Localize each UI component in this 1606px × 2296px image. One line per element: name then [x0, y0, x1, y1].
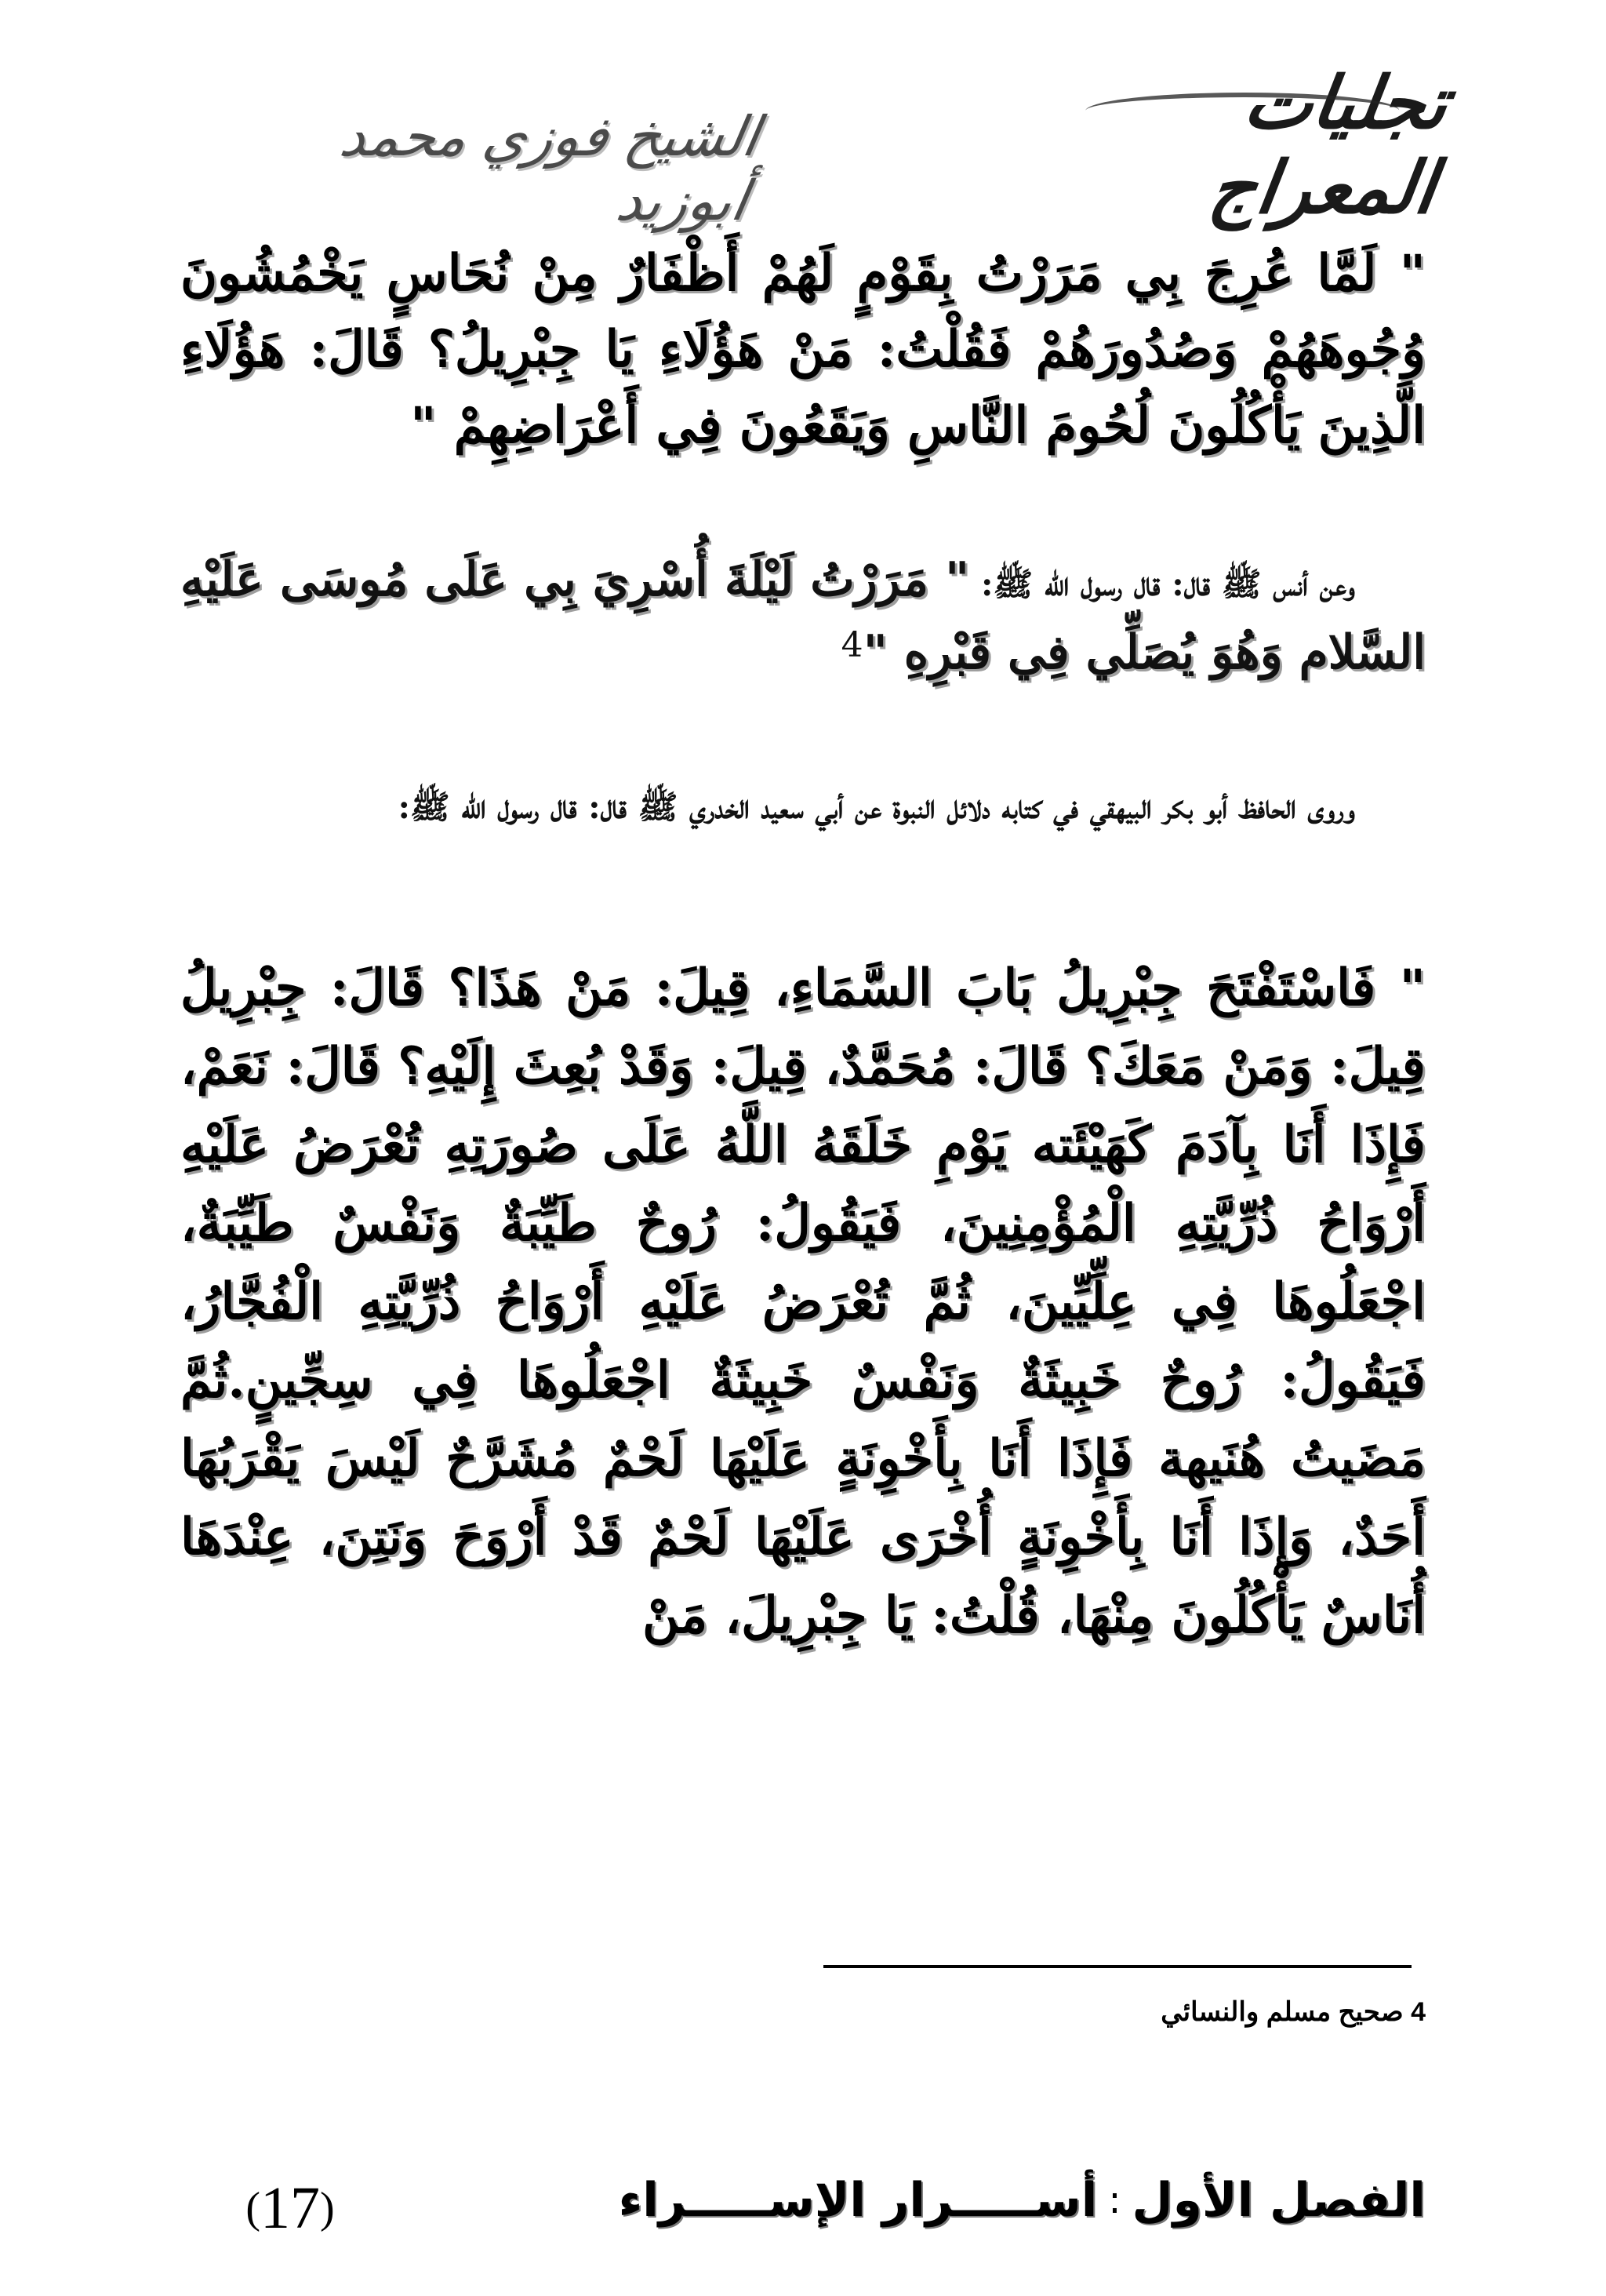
title-flourish [1083, 93, 1401, 129]
narration-bayhaqi-text: وروى الحافظ أبو بكر البيهقي في كتابه دلائل النبوة عن أبي سعيد الخدري ﷺ قال: قال رسول الله ﷺ: [398, 788, 1355, 826]
page-number-close-paren: ) [320, 2184, 335, 2232]
footnote-reference: 4 [841, 625, 863, 665]
narration-anas-intro: وعن أنس ﷺ قال: قال رسول الله ﷺ: [981, 565, 1355, 603]
book-title-calligraphy [1025, 60, 1454, 230]
hadith-quote-3-text: " فَاسْتَفْتَحَ جِبْرِيلُ بَابَ السَّمَاءِ، قِيلَ: مَنْ هَذَا؟ قَالَ: جِبْرِيلُ قِيلَ: وَمَنْ مَعَكَ؟ قَالَ: مُحَمَّدٌ، قِيلَ: وَقَدْ بُعِثَ إِلَيْهِ؟ قَالَ: نَعَمْ، فَإِذَا أَنَا بِآدَمَ كَهَيْئَته يَوْمِ خَلَقَهُ اللَّهُ عَلَى صُورَتِهِ تُعْرَضُ عَلَيْهِ أَرْوَاحُ ذُرِّيَّتِهِ الْمُؤْمِنِينَ، فَيَقُولُ: رُوحٌ طَيِّبَةٌ وَنَفْسٌ طَيِّبَةٌ، اجْعَلُوهَا فِي عِلِّيِّينَ، ثُمَّ تُعْرَضُ عَلَيْهِ أَرْوَاحُ ذُرِّيَّتِهِ الْفُجَّارُ، فَيَقُولُ: رُوحٌ خَبِيثَةٌ وَنَفْسٌ خَبِيثَةٌ اجْعَلُوهَا فِي سِجِّينٍ.ثُمَّ مَضَيتُ هُنَيهة فَإِذَا أَنَا بِأَخْوِنَةٍ عَلَيْهَا لَحْمٌ مُشَرَّحٌ لَيْسَ يَقْرَبُهَا أَحَدٌ، وَإِذَا أَنَا بِأَخْوِنَةٍ أُخْرَى عَلَيْهَا لَحْمٌ قَدْ أَرْوَحَ وَنَتِنَ، عِنْدَهَا أُنَاسٌ يَأْكُلُونَ مِنْهَا، قُلْتُ: يَا جِبْرِيلَ، مَنْ [180, 959, 1426, 1645]
hadith-quote-2: " مَرَرْتُ لَيْلَةَ أُسْرِيَ بِي عَلَى مُوسَى عَلَيْهِ السَّلام وَهُوَ يُصَلِّي فِي قَبْرِهِ " [180, 552, 1426, 680]
chapter-title: أســـــرار الإســـــراء [618, 2173, 1098, 2228]
author-name: الشيخ فوزي محمد أبوزيد [335, 104, 765, 233]
page-number [212, 2173, 369, 2243]
page-number-open-paren: ( [245, 2184, 260, 2232]
hadith-quote-1 [180, 235, 1426, 464]
narration-bayhaqi [180, 777, 1426, 838]
book-title: تجليات المعراج [1204, 60, 1454, 230]
footnote [720, 1996, 1426, 2028]
hadith-quote-3 [180, 949, 1426, 1655]
narration-anas [180, 549, 1426, 688]
running-footer [485, 2161, 1426, 2240]
chapter-label: الفصل الأول [1132, 2173, 1426, 2228]
page-number-value: 17 [260, 2174, 320, 2241]
hadith-quote-1-text: " لَمَّا عُرِجَ بِي مَرَرْتُ بِقَوْمٍ لَهُمْ أَظْفَارٌ مِنْ نُحَاسٍ يَخْمُشُونَ وُجُوهَهُمْ وَصُدُورَهُمْ فَقُلْتُ: مَنْ هَؤُلَاءِ يَا جِبْرِيلُ؟ قَالَ: هَؤُلَاءِ الَّذِينَ يَأْكُلُونَ لُحُومَ النَّاسِ وَيَقَعُونَ فِي أَعْرَاضِهِمْ " [180, 244, 1426, 455]
chapter-separator: : [1108, 2178, 1121, 2222]
footnote-divider [823, 1965, 1412, 1968]
author-signature [227, 104, 765, 233]
footnote-text: 4 صحيح مسلم والنسائي [1161, 1997, 1426, 2027]
